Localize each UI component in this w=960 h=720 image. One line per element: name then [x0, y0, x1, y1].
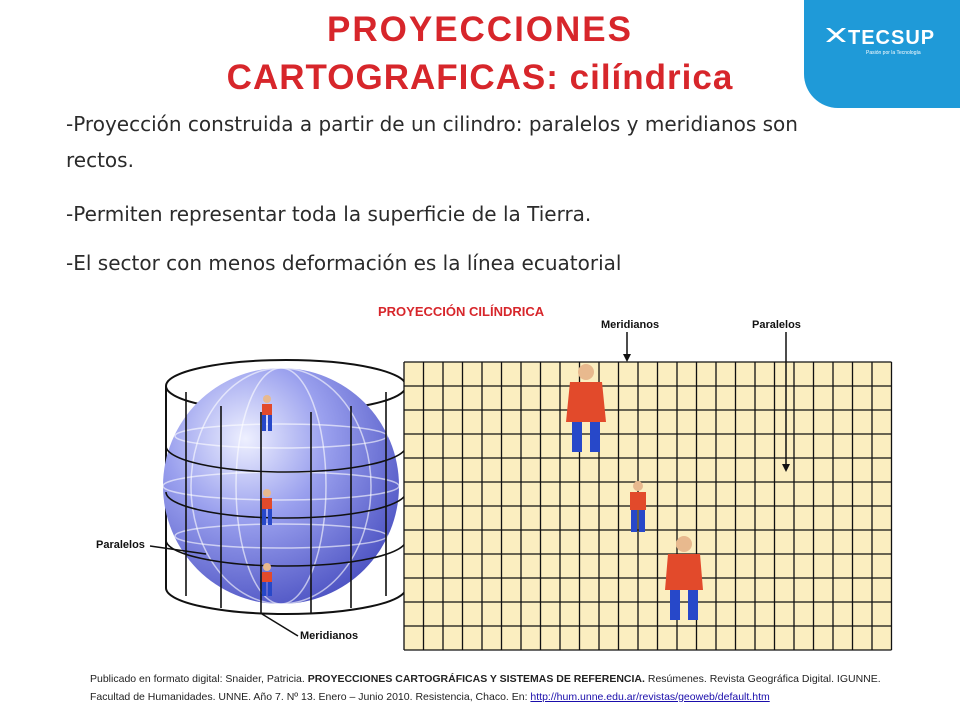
tecsup-logo	[804, 0, 960, 108]
citation-details: Facultad de Humanidades. UNNE. Año 7. Nº 13. Enero – Junio 2010. Resistencia, Chaco. En:	[90, 691, 531, 703]
bullet-2: -Permiten representar toda la superficie de la Tierra.	[66, 202, 592, 226]
logo-tagline: Pasión por la Tecnología	[866, 50, 921, 56]
globe-label-meridians: Meridianos	[300, 630, 359, 642]
citation-link[interactable]: http://hum.unne.edu.ar/revistas/geoweb/default.htm	[530, 691, 770, 703]
globe-label-parallels: Paralelos	[96, 539, 145, 551]
bullet-3: -El sector con menos deformación es la línea ecuatorial	[66, 251, 622, 275]
cylindrical-projection-figure	[86, 296, 906, 658]
figure-heading: PROYECCIÓN CILÍNDRICA	[378, 304, 545, 319]
title-line-1: PROYECCIONES	[327, 10, 633, 49]
citation-suffix: Resúmenes. Revista Geográfica Digital. IGUNNE.	[644, 673, 881, 685]
grid-label-parallels: Paralelos	[752, 319, 801, 331]
citation-footer	[90, 670, 940, 706]
tecsup-mark-icon	[824, 24, 848, 46]
globe-sphere	[163, 368, 399, 604]
page-title	[130, 6, 830, 102]
grid-label-meridians: Meridianos	[601, 319, 660, 331]
citation-prefix: Publicado en formato digital: Snaider, Patricia.	[90, 673, 308, 685]
title-line-2: CARTOGRAFICAS: cilíndrica	[226, 58, 734, 97]
citation-title: PROYECCIONES CARTOGRÁFICAS Y SISTEMAS DE REFERENCIA.	[307, 673, 645, 685]
citation-line-1	[90, 670, 940, 688]
bullet-1: -Proyección construida a partir de un cilindro: paralelos y meridianos son rectos.	[66, 112, 798, 172]
logo-wordmark: TECSUP	[848, 27, 936, 49]
citation-line-2	[90, 688, 940, 706]
